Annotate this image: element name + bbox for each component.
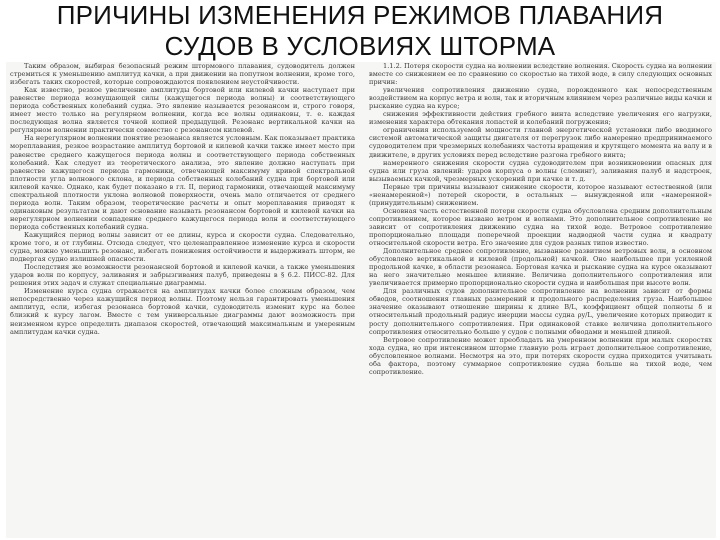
paragraph: Ветровое сопротивление может преобладать на умеренном волнении при малых скоростях хода судна, но при интенсивном шторме главную роль играет дополнительное сопротивление, обусловленное волнами. Несмотря на это, при потерях скорости судна приходится учитывать оба фактора, поэтому суммарное сопротивление судна больше на тихой воде, чем сопротивление.: [369, 335, 712, 376]
paragraph: намеренного снижения скорости судна судоводителем при возникновении опасных для судна или груза явлений: ударов корпуса о волны (слеминг), заливания палуб и надстроек, вызываемых качкой, чрезмерных ускорений при качке и т. д.: [369, 158, 712, 183]
paragraph: На нерегулярном волнении понятие резонанса является условным. Как показывает практика мореплавания, резкое возрастание амплитуд бортовой и килевой качки также имеет место при равенстве среднего кажущегося периода волны и соответствующего периода собственных колебаний. Как следует из теоретического анализа, это явление должно наступать при равенстве кажущегося периода гармоники, отвечающей максимуму кривой спектральной плотности угла волнового склона, и периода собственных колебаний судна при бортовой или килевой качке. Однако, как будет показано в гл. II, период гармоники, отвечающей максимуму спектральной плотности уклона волновой поверхности, очень мало отличается от среднего периода волн. Таким образом, теоретические расчеты и опыт мореплавания приводят к одинаковым результатам и дают основание называть резонансом бортовой и килевой качки на нерегулярном волнении совпадение среднего кажущегося периода волн и соответствующего периода собственных колебаний судна.: [10, 134, 355, 231]
paragraph: 1.1.2. Потеря скорости судна на волнении вследствие волнения. Скорость судна на волнении вместе со снижением ее по сравнению со скоростью на тихой воде, в силу следующих основных причин:: [369, 62, 712, 87]
paragraph: Основная часть естественной потери скорости судна обусловлена средним дополнительным сопротивлением, которое вызвано ветром и волнами. Это дополнительное сопротивление не зависит от сопротивления движению судна на тихой воде. Ветровое сопротивление пропорционально площади поперечной проекции надводной части судна и квадрату относительной скорости ветра. Его значение для судов разных типов известно.: [369, 206, 712, 248]
paragraph: ограничения используемой мощности главной энергетической установки либо вводимого системой автоматической защиты двигателя от перегрузок либо намеренно предпринимаемого судоводителем при чрезмерных колебаниях частоты вращения и крутящего момента на валу и в движителе, в других условиях перед вследствие разгона гребного винта;: [369, 126, 712, 159]
scanned-book-page: [6, 62, 716, 538]
slide-title-line-1: ПРИЧИНЫ ИЗМЕНЕНИЯ РЕЖИМОВ ПЛАВАНИЯ: [56, 0, 664, 30]
paragraph: Первые три причины вызывают снижение скорости, которое называют естественной (или «ненамеренной») потерей скорости, в остальных — вынужденной или «намеренной» (принудительным) снижением.: [369, 182, 712, 207]
left-text-column: [10, 62, 355, 538]
paragraph: снижения эффективности действия гребного винта вследствие увеличения его нагрузки, изменения характера обтекания лопастей и колебаний погружения;: [369, 110, 712, 127]
paragraph: Дополнительное среднее сопротивление, вызванное развитием ветровых волн, в основном обусловлено вертикальной и килевой (продольной) качкой. Оно наибольшее при усиленной продольной качке, в области резонанса. Бортовая качка и рыскание судна на курсе оказывают на него значительно меньшее влияние. Величина дополнительного сопротивления или увеличивается примерно пропорционально скорости судна и наибольшая при высоте волн.: [369, 247, 712, 288]
paragraph: Последствия же возможности резонансной бортовой и килевой качки, а также уменьшения ударов волн по корпусу, заливания и забрызгивания палуб, приведены в § 6.2. ПИСС-82. Для решения этих задач и служат специальные диаграммы.: [10, 263, 355, 288]
right-text-column: [369, 62, 712, 538]
paragraph: Как известно, резкое увеличение амплитуды бортовой или килевой качки наступает при равенстве периода возмущающей силы (кажущегося периода волны) и соответствующего периода собственных колебаний судна. Это явление называется резонансом и, строго говоря, имеет место только на регулярном волнении, когда все волны одинаковы, т. е. каждая последующая волна является точной копией предыдущей. Резонанс вертикальной качки на регулярном волнении практически совместно с резонансом килевой.: [10, 86, 355, 135]
slide-title-line-2: СУДОВ В УСЛОВИЯХ ШТОРМА: [164, 31, 556, 61]
paragraph: Для различных судов дополнительное сопротивление на волнении зависит от формы обводов, соотношения главных размерений и продольного распределения груза. Наибольшее значение оказывают отношение ширины к длине B/L, коэффициент общей полноты δ и относительный продольный радиус инерции массы судна ρy/L, увеличение которых приводит к росту дополнительного сопротивления. При одинаковой ставке величина дополнительного сопротивления относительно больше у судов с полными обводами и меньшей длиной.: [369, 287, 712, 336]
slide-title: [0, 0, 720, 62]
paragraph: Таким образом, выбирая безопасный режим штормового плавания, судоводитель должен стремиться к уменьшению амплитуд качки, а при движении на попутном волнении, кроме того, избегать таких скоростей, которые сопровождаются появлением неустойчивости.: [10, 62, 355, 87]
paragraph: Изменение курса судна отражается на амплитудах качки более сложным образом, чем непосредственно через кажущийся период волны. Поэтому нельзя гарантировать уменьшения амплитуд, если, избегая резонанса бортовой качки, судоводитель изменит курс на более близкий к курсу лагом. Вместе с тем универсальные диаграммы дают возможность при неизменном курсе определить диапазон скоростей, отвечающий максимальным и умеренным амплитудам качки судна.: [10, 287, 355, 336]
paragraph: увеличения сопротивления движению судна, порожденного как непосредственным воздействием на корпус ветра и волн, так и вторичным влиянием через различные виды качки и рыскание судна на курсе;: [369, 86, 712, 111]
paragraph: Кажущийся период волны зависит от ее длины, курса и скорости судна. Следовательно, кроме того, и от глубины. Отсюда следует, что целенаправленное изменение курса и скорости судна, можно уменьшить резонанс, избегать понижения остойчивости и выдерживать шторм, не подвергая судно излишней опасности.: [10, 230, 355, 264]
